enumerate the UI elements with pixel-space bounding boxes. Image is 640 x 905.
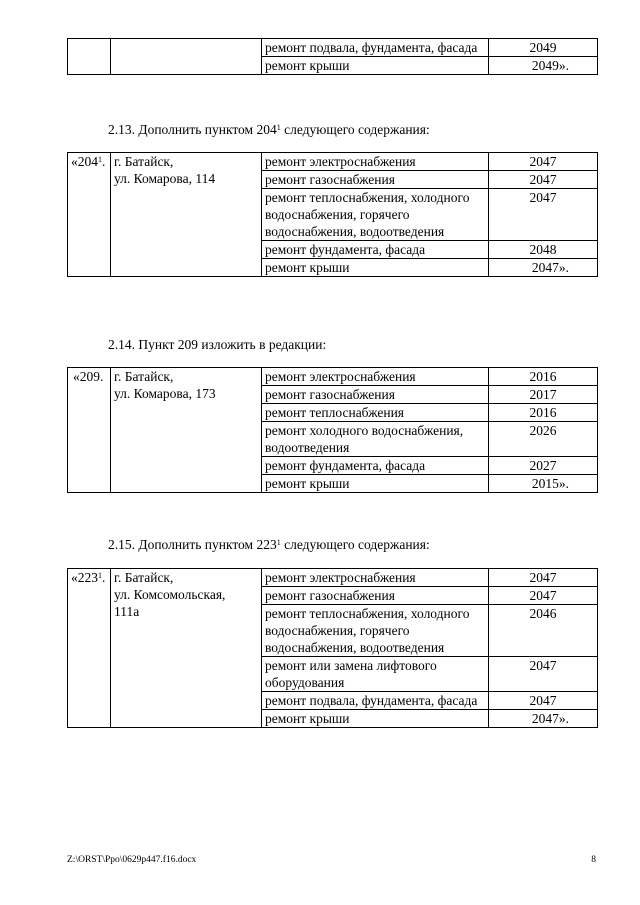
work-cell: ремонт крыши <box>262 259 489 277</box>
work-cell: ремонт фундамента, фасада <box>262 457 489 475</box>
year-cell: 2048 <box>489 241 598 259</box>
item-204-table <box>67 152 598 277</box>
year-cell: 2047». <box>489 710 598 728</box>
address-cell: г. Батайск, ул. Комарова, 173 <box>111 368 262 493</box>
item-209-table <box>67 367 598 493</box>
work-cell: ремонт электроснабжения <box>262 368 489 386</box>
work-cell: ремонт подвала, фундамента, фасада <box>262 39 489 57</box>
year-cell: 2016 <box>489 368 598 386</box>
work-cell: ремонт или замена лифтового оборудования <box>262 657 489 692</box>
work-cell: ремонт крыши <box>262 710 489 728</box>
item-number: «$223^1$. <box>68 569 111 728</box>
footer-file-path: Z:\ORST\Ppo\0629p447.f16.docx <box>67 855 197 865</box>
item-number: «$204^1$. <box>68 153 111 277</box>
year-cell: 2016 <box>489 404 598 422</box>
item-number: «209. <box>68 368 111 493</box>
year-cell: 2047». <box>489 259 598 277</box>
year-cell: 2047 <box>489 153 598 171</box>
year-cell: 2047 <box>489 692 598 710</box>
work-cell: ремонт теплоснабжения <box>262 404 489 422</box>
address-cell: г. Батайск, ул. Комарова, 114 <box>111 153 262 277</box>
work-cell: ремонт теплоснабжения, холодного водоснабжения, горячего водоснабжения, водоотведения <box>262 605 489 657</box>
work-cell: ремонт газоснабжения <box>262 171 489 189</box>
year-cell: 2047 <box>489 189 598 241</box>
year-cell: 2017 <box>489 386 598 404</box>
year-cell: 2049 <box>489 39 598 57</box>
table-row <box>68 39 598 57</box>
address-cell: г. Батайск, ул. Комсомольская, 111а <box>111 569 262 728</box>
work-cell: ремонт электроснабжения <box>262 569 489 587</box>
table-row <box>68 569 598 587</box>
year-cell: 2047 <box>489 171 598 189</box>
work-cell: ремонт подвала, фундамента, фасада <box>262 692 489 710</box>
year-cell: 2047 <box>489 569 598 587</box>
page-number: 8 <box>591 855 596 865</box>
item-223-table <box>67 568 598 728</box>
year-cell: 2027 <box>489 457 598 475</box>
work-cell: ремонт фундамента, фасада <box>262 241 489 259</box>
table-row <box>68 368 598 386</box>
paragraph-2-15: 2.15. Дополнить пунктом $223^1$ следующего содержания: <box>108 537 430 552</box>
work-cell: ремонт холодного водоснабжения, водоотведения <box>262 422 489 457</box>
year-cell: 2046 <box>489 605 598 657</box>
continuation-table <box>67 38 598 75</box>
year-cell: 2015». <box>489 475 598 493</box>
year-cell: 2026 <box>489 422 598 457</box>
work-cell: ремонт теплоснабжения, холодного водоснабжения, горячего водоснабжения, водоотведения <box>262 189 489 241</box>
year-cell: 2047 <box>489 657 598 692</box>
year-cell: 2047 <box>489 587 598 605</box>
paragraph-2-13: 2.13. Дополнить пунктом $204^1$ следующего содержания: <box>108 122 430 137</box>
table-row <box>68 153 598 171</box>
year-cell: 2049». <box>489 57 598 75</box>
work-cell: ремонт крыши <box>262 475 489 493</box>
paragraph-2-14: 2.14. Пункт 209 изложить в редакции: <box>108 337 327 352</box>
work-cell: ремонт газоснабжения <box>262 386 489 404</box>
work-cell: ремонт крыши <box>262 57 489 75</box>
work-cell: ремонт электроснабжения <box>262 153 489 171</box>
work-cell: ремонт газоснабжения <box>262 587 489 605</box>
